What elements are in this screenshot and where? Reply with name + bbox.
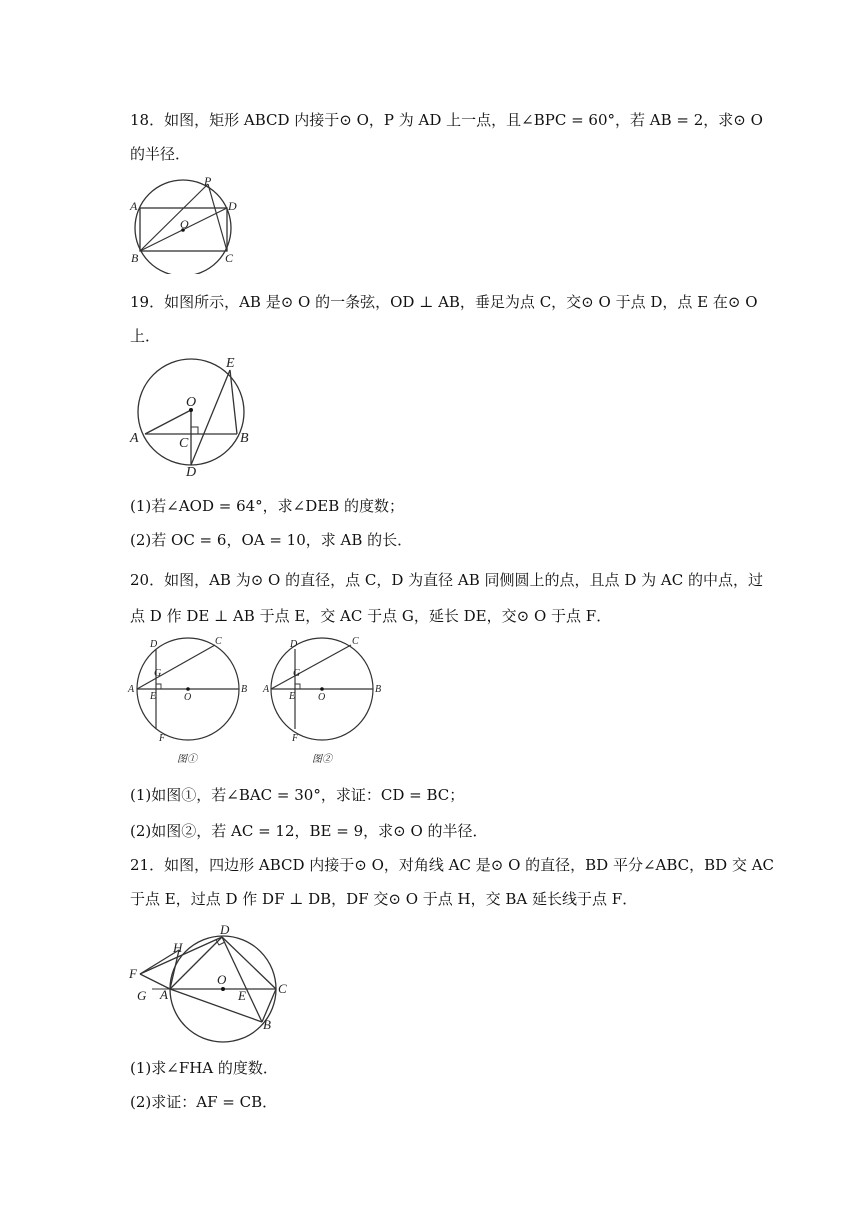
q18-label-p: P	[204, 174, 212, 188]
q21-text-line2: 于点 E，过点 D 作 DF ⊥ DB，DF 交⊙ O 于点 H，交 BA 延长线于点 F．	[130, 890, 638, 908]
q19-label-c: C	[179, 436, 189, 451]
q20-fig1-label-d: D	[150, 639, 158, 650]
q20-text-line1: 20．如图，AB 为⊙ O 的直径，点 C，D 为直径 AB 同侧圆上的点，且点 D 为 AC 的中点，过	[130, 571, 763, 589]
q21-label-o: O	[217, 972, 227, 987]
q18-label-d: D	[228, 199, 237, 213]
q21-label-g: G	[137, 988, 147, 1003]
q20-fig1-label-g: G	[154, 668, 162, 679]
q20-fig2-label-f: F	[292, 733, 299, 744]
q21-label-d: D	[220, 922, 230, 937]
q20-fig1-label-f: F	[159, 733, 166, 744]
q20-part2: (2)如图②，若 AC = 12，BE = 9，求⊙ O 的半径．	[130, 822, 488, 840]
q21-label-h: H	[173, 940, 183, 955]
q18-label-b: B	[131, 251, 139, 265]
q21-label-f: F	[129, 966, 137, 981]
q21-figure	[124, 918, 294, 1048]
q21-part2: (2)求证：AF = CB．	[130, 1093, 278, 1111]
q20-figure-1	[124, 632, 254, 768]
q20-fig1-label-e: E	[150, 691, 157, 702]
q19-figure	[124, 352, 264, 482]
q20-fig2-label-d: D	[290, 639, 298, 650]
q20-fig1-label-o: O	[184, 692, 192, 703]
q20-fig2-label-b: B	[375, 684, 382, 695]
q18-label-a: A	[130, 199, 138, 213]
q18-text-line2: 的半径．	[130, 145, 191, 163]
q18-label-c: C	[225, 251, 234, 265]
q21-text-line1: 21．如图，四边形 ABCD 内接于⊙ O，对角线 AC 是⊙ O 的直径，BD 平分∠ABC，BD 交 AC	[130, 856, 775, 874]
q19-label-a: A	[130, 431, 139, 446]
q21-label-b: B	[263, 1017, 271, 1032]
q20-fig2-label-g: G	[293, 668, 301, 679]
q20-fig2-label-o: O	[318, 692, 326, 703]
q19-label-o: O	[186, 395, 197, 410]
q21-label-e: E	[238, 988, 246, 1003]
q20-fig1-label-b: B	[241, 684, 248, 695]
q19-label-d: D	[186, 465, 197, 480]
q20-figure-2	[262, 632, 392, 768]
q18-text-line1: 18．如图，矩形 ABCD 内接于⊙ O，P 为 AD 上一点，且∠BPC = 60°，若 AB = 2，求⊙ O	[130, 111, 763, 129]
q21-label-c: C	[278, 981, 287, 996]
q18-figure	[124, 172, 248, 274]
q21-part1: (1)求∠FHA 的度数．	[130, 1059, 278, 1077]
q19-part2: (2)若 OC = 6，OA = 10，求 AB 的长．	[130, 531, 413, 549]
q20-fig2-label-c: C	[352, 636, 359, 647]
q19-text-line1: 19．如图所示，AB 是⊙ O 的一条弦，OD ⊥ AB，垂足为点 C，交⊙ O 于点 D，点 E 在⊙ O	[130, 293, 758, 311]
q19-part1: (1)若∠AOD = 64°，求∠DEB 的度数；	[130, 497, 404, 515]
q18-label-o: O	[180, 217, 189, 231]
q19-label-b: B	[240, 431, 249, 446]
q20-fig1-label-c: C	[215, 636, 222, 647]
q20-caption-1: 图①	[177, 754, 197, 765]
q20-caption-2: 图②	[312, 754, 332, 765]
q19-label-e: E	[226, 356, 235, 371]
q20-fig1-label-a: A	[128, 684, 135, 695]
q19-text-line2: 上．	[130, 327, 161, 345]
q20-fig2-label-e: E	[289, 691, 296, 702]
q20-text-line2: 点 D 作 DE ⊥ AB 于点 E，交 AC 于点 G，延长 DE，交⊙ O 于点 F．	[130, 607, 612, 625]
q20-part1: (1)如图①，若∠BAC = 30°，求证：CD = BC；	[130, 786, 465, 804]
q20-fig2-label-a: A	[263, 684, 270, 695]
q21-label-a: A	[160, 987, 168, 1002]
